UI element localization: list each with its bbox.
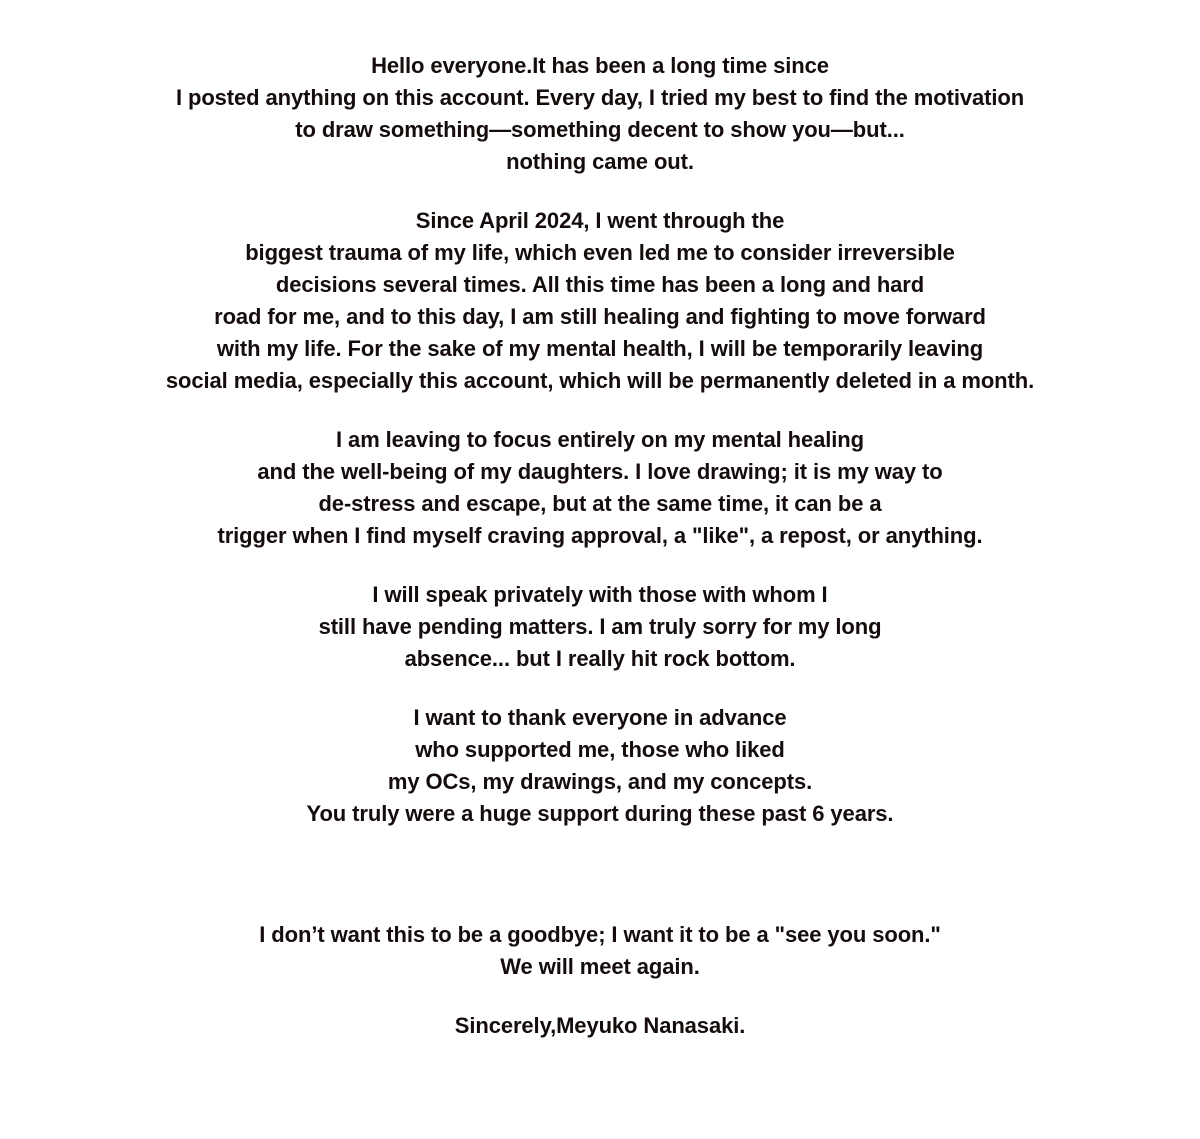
text-line: nothing came out. [506,149,694,174]
text-line: Since April 2024, I went through the [415,208,785,233]
text-line: road for me, and to this day, I am still healing and fighting to move forward [214,304,986,329]
text-line: I will speak privately with those with whom I [372,582,828,607]
text-line: trigger when I find myself craving approval, a "like", a repost, or anything. [217,523,983,548]
text-line: I don’t want this to be a goodbye; I want it to be a "see you soon." [259,922,941,947]
paragraph-3 [0,424,1200,552]
signature: Sincerely,Meyuko Nanasaki. [454,1013,746,1038]
text-line: decisions several times. All this time has been a long and hard [275,272,925,297]
paragraph-6 [0,919,1200,983]
text-line: still have pending matters. I am truly sorry for my long [318,614,882,639]
text-line: absence... but I really hit rock bottom. [404,646,796,671]
signature-block [0,1010,1200,1042]
text-line: and the well-being of my daughters. I love drawing; it is my way to [257,459,943,484]
paragraph-spacer [0,178,1200,205]
text-line: to draw something—something decent to show you—but... [295,117,905,142]
text-line: We will meet again. [500,954,700,979]
text-line: my OCs, my drawings, and my concepts. [387,769,813,794]
text-line: Hello everyone.It has been a long time since [371,53,829,78]
text-line: I posted anything on this account. Every day, I tried my best to find the motivation [175,85,1025,110]
paragraph-spacer [0,397,1200,424]
text-line: with my life. For the sake of my mental health, I will be temporarily leaving [216,336,984,361]
text-line: who supported me, those who liked [415,737,785,762]
text-line: You truly were a huge support during these past 6 years. [306,801,894,826]
text-line: biggest trauma of my life, which even led me to consider irreversible [245,240,955,265]
paragraph-spacer [0,675,1200,702]
paragraph-4 [0,579,1200,675]
paragraph-5 [0,702,1200,830]
text-line: de-stress and escape, but at the same time, it can be a [318,491,882,516]
paragraph-2 [0,205,1200,397]
text-line: I want to thank everyone in advance [413,705,787,730]
paragraph-spacer [0,830,1200,919]
text-line: social media, especially this account, which will be permanently deleted in a month. [165,368,1035,393]
paragraph-spacer [0,983,1200,1010]
farewell-letter [0,50,1200,1042]
text-line: I am leaving to focus entirely on my mental healing [336,427,864,452]
paragraph-spacer [0,552,1200,579]
paragraph-1 [0,50,1200,178]
